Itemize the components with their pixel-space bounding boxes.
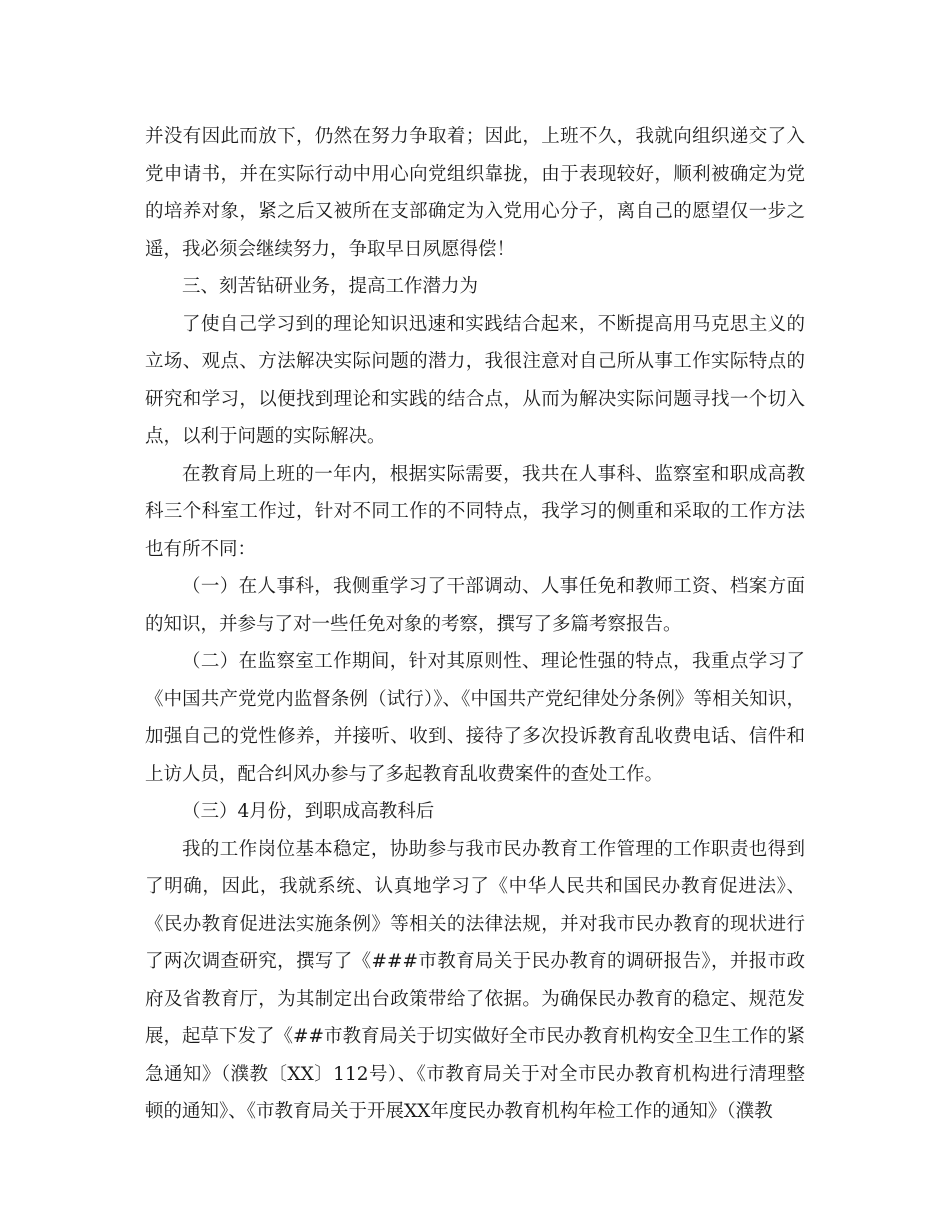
section-heading: 三、刻苦钻研业务，提高工作潜力为 (182, 276, 479, 297)
paragraph-one-year-work: 在教育局上班的一年内，根据实际需要，我共在人事科、监察室和职成高教科三个科室工作过，针对不同工作的不同特点，我学习的侧重和采取的工作方法也有所不同： (145, 463, 805, 560)
paragraph-continuation: 并没有因此而放下，仍然在努力争取着；因此，上班不久，我就向组织递交了入党申请书，并在实际行动中用心向党组织靠拢，由于表现较好，顺利被确定为党的培养对象，紧之后又被所在支部确定为入党用心分子，离自己的愿望仅一步之遥，我必须会继续努力，争取早日夙愿得偿！ (145, 126, 805, 260)
paragraph-theory-practice: 了使自己学习到的理论知识迅速和实践结合起来，不断提高用马克思主义的立场、观点、方法解决实际问题的潜力，我很注意对自己所从事工作实际特点的研究和学习，以便找到理论和实践的结合点，从而为解决实际问题寻找一个切入点，以利于问题的实际解决。 (145, 313, 805, 447)
paragraph-private-education: 我的工作岗位基本稳定，协助参与我市民办教育工作管理的工作职责也得到了明确，因此，我就系统、认真地学习了《中华人民共和国民办教育促进法》、《民办教育促进法实施条例》等相关的法律法规，并对我市民办教育的现状进行了两次调查研究，撰写了《###市教育局关于民办教育的调研报告》，并报市政府及省教育厅，为其制定出台政策带给了依据。为确保民办教育的稳定、规范发展，起草下发了《##市教育局关于切实做好全市民办教育机构安全卫生工作的紧急通知》（濮教〔XX〕112号）、《市教育局关于对全市民办教育机构进行清理整顿的通知》、《市教育局关于开展XX年度民办教育机构年检工作的通知》（濮教 (145, 838, 806, 1122)
paragraph-supervision-office: （二）在监察室工作期间，针对其原则性、理论性强的特点，我重点学习了《中国共产党党内监督条例（试行）》、《中国共产党纪律处分条例》等相关知识，加强自己的党性修养，并接听、收到、接待了多次投诉教育乱收费电话、信件和上访人员，配合纠风办参与了多起教育乱收费案件的查处工作。 (145, 651, 805, 785)
paragraph-april-heading: （三）4月份，到职成高教科后 (182, 801, 435, 822)
paragraph-personnel-section: （一）在人事科，我侧重学习了干部调动、人事任免和教师工资、档案方面的知识，并参与了对一些任免对象的考察，撰写了多篇考察报告。 (145, 576, 805, 635)
document-page (145, 118, 805, 1131)
